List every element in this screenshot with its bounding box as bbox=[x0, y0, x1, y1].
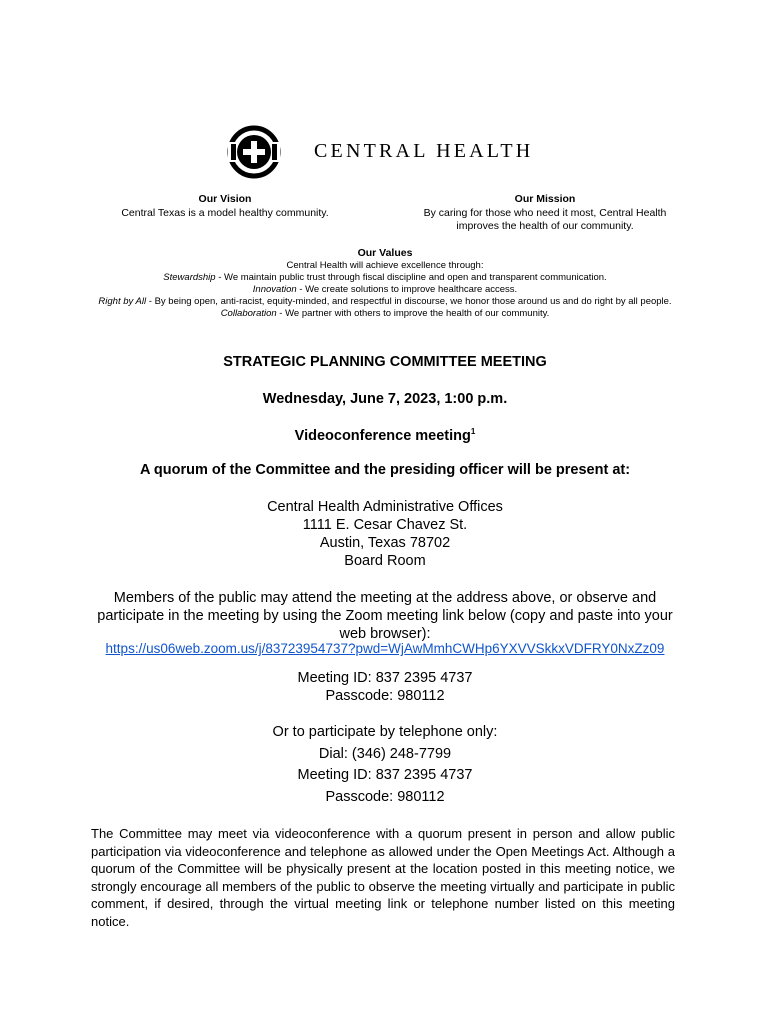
zoom-meeting-id: Meeting ID: 837 2395 4737 bbox=[297, 670, 473, 686]
value-item bbox=[40, 284, 730, 296]
quorum-statement: A quorum of the Committee and the presiding officer will be present at: bbox=[139, 462, 631, 478]
value-desc: - We maintain public trust through fiscal discipline and open and transparent communication. bbox=[215, 272, 607, 283]
mission-text: By caring for those who need it most, Central Health improves the health of our community. bbox=[423, 206, 667, 232]
meeting-date: Wednesday, June 7, 2023, 1:00 p.m. bbox=[262, 391, 508, 407]
value-item bbox=[40, 308, 730, 320]
address-line: 1111 E. Cesar Chavez St. bbox=[302, 517, 468, 533]
value-desc: - We create solutions to improve healthcare access. bbox=[296, 284, 518, 295]
vision-block bbox=[100, 193, 350, 220]
value-desc: - We partner with others to improve the health of our community. bbox=[276, 308, 550, 319]
value-desc: - By being open, anti-racist, equity-minded, and respectful in discourse, we honor those around us and do right by all people. bbox=[146, 296, 672, 307]
phone-details bbox=[40, 722, 730, 808]
phone-passcode: Passcode: 980112 bbox=[325, 788, 445, 805]
zoom-link-row bbox=[40, 640, 730, 658]
phone-meeting-id: Meeting ID: 837 2395 4737 bbox=[297, 767, 473, 783]
address-line: Austin, Texas 78702 bbox=[319, 535, 451, 551]
value-item bbox=[40, 296, 730, 308]
meeting-type-text: Videoconference meeting bbox=[294, 427, 471, 444]
address-line: Central Health Administrative Offices bbox=[267, 499, 503, 515]
value-term: Stewardship bbox=[163, 272, 216, 283]
value-term: Innovation bbox=[252, 284, 297, 295]
values-block bbox=[40, 247, 730, 320]
logo-wordmark: CENTRAL HEALTH bbox=[314, 140, 534, 162]
mission-block bbox=[405, 193, 685, 234]
zoom-meeting-link[interactable]: https://us06web.zoom.us/j/83723954737?pwd=WjAwMmhCWHp6YXVVSkkxVDFRY0NxZz09 bbox=[105, 641, 665, 656]
zoom-details bbox=[40, 669, 730, 705]
address-line: Board Room bbox=[344, 553, 426, 569]
phone-intro: Or to participate by telephone only: bbox=[272, 724, 498, 740]
mission-heading: Our Mission bbox=[514, 193, 576, 205]
open-meetings-notice: The Committee may meet via videoconference with a quorum present in person and allow public participation via videoconference and telephone as allowed under the Open Meetings Act. Although a quorum of the Committee will be physically present at the location posted in this meeting notice, we strongly encourage all members of the public to observe the meeting virtually and participate in public comment, if desired, through the virtual meeting link or telephone number listed on this meeting notice. bbox=[91, 826, 675, 929]
zoom-passcode: Passcode: 980112 bbox=[325, 688, 445, 704]
central-health-logo bbox=[226, 124, 556, 180]
address-block bbox=[40, 498, 730, 570]
public-attendance-text: Members of the public may attend the meeting at the address above, or observe and participate in the meeting by using the Zoom meeting link below (copy and paste into your web browser): bbox=[97, 590, 673, 642]
values-heading: Our Values bbox=[357, 247, 413, 259]
value-item bbox=[40, 272, 730, 284]
values-intro: Central Health will achieve excellence through: bbox=[286, 260, 484, 271]
meeting-title: STRATEGIC PLANNING COMMITTEE MEETING bbox=[223, 354, 547, 370]
central-health-cross-icon bbox=[226, 124, 282, 180]
value-term: Right by All bbox=[98, 296, 147, 307]
vision-heading: Our Vision bbox=[198, 193, 252, 205]
meeting-type bbox=[0, 427, 770, 444]
vision-text: Central Texas is a model healthy community. bbox=[121, 206, 329, 219]
phone-dial: Dial: (346) 248-7799 bbox=[318, 745, 452, 762]
footnote-mark: 1 bbox=[470, 427, 476, 436]
value-term: Collaboration bbox=[220, 308, 277, 319]
